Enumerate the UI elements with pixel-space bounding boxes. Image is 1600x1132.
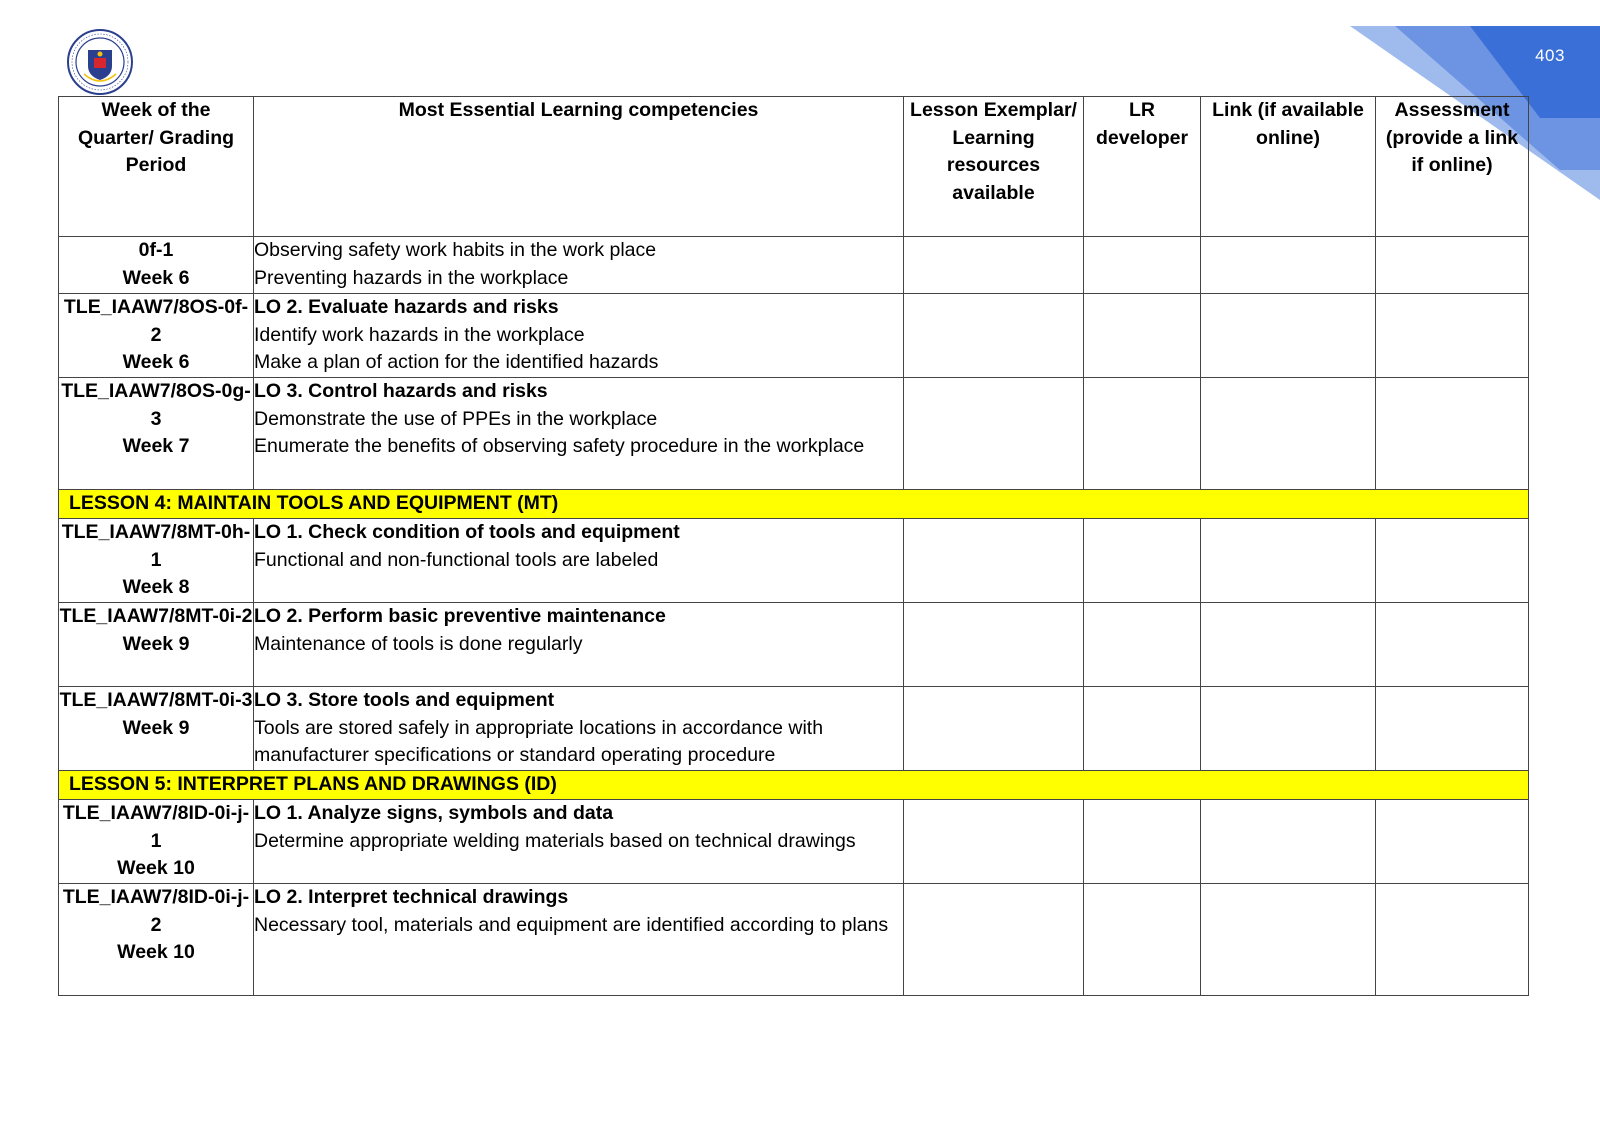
link-cell xyxy=(1201,603,1376,687)
lesson-exemplar-cell xyxy=(904,687,1084,771)
lo-title: LO 1. Analyze signs, symbols and data xyxy=(254,802,614,824)
lo-title: LO 3. Store tools and equipment xyxy=(254,689,555,711)
link-cell xyxy=(1201,237,1376,294)
lr-developer-cell xyxy=(1084,294,1201,378)
lesson-exemplar-cell xyxy=(904,800,1084,884)
lesson-exemplar-cell xyxy=(904,378,1084,490)
lesson-exemplar-cell xyxy=(904,884,1084,996)
table-row xyxy=(59,687,1529,771)
week-cell xyxy=(59,687,254,771)
competency-cell xyxy=(254,687,904,771)
competency-code: TLE_IAAW7/8MT-0i-2 xyxy=(59,605,253,627)
week-cell xyxy=(59,884,254,996)
week-label: Week 8 xyxy=(122,576,190,598)
learning-competencies-table xyxy=(58,96,1529,996)
lo-title: LO 3. Control hazards and risks xyxy=(254,380,548,402)
link-cell xyxy=(1201,519,1376,603)
lo-title: LO 2. Evaluate hazards and risks xyxy=(254,296,559,318)
week-label: Week 6 xyxy=(122,266,190,289)
header-link: Link (if available online) xyxy=(1201,97,1376,237)
lesson-row xyxy=(59,771,1529,800)
competency-item: Enumerate the benefits of observing safety procedure in the workplace xyxy=(254,435,865,457)
link-cell xyxy=(1201,378,1376,490)
competency-item: Necessary tool, materials and equipment are identified according to plans xyxy=(254,913,889,936)
week-cell xyxy=(59,519,254,603)
competency-code: TLE_IAAW7/8MT-0h-1 xyxy=(61,521,251,571)
lr-developer-cell xyxy=(1084,884,1201,996)
competency-cell xyxy=(254,884,904,996)
competency-item: Demonstrate the use of PPEs in the workplace xyxy=(254,407,658,430)
week-label: Week 10 xyxy=(117,941,195,963)
competency-code: TLE_IAAW7/8OS-0f-2 xyxy=(63,296,249,346)
competency-item: Identify work hazards in the workplace xyxy=(254,323,585,346)
competency-cell xyxy=(254,519,904,603)
lo-title: LO 2. Interpret technical drawings xyxy=(254,886,569,908)
competency-cell xyxy=(254,603,904,687)
assessment-cell xyxy=(1376,378,1529,490)
competency-item: Maintenance of tools is done regularly xyxy=(254,632,583,655)
lo-title: LO 2. Perform basic preventive maintenance xyxy=(254,605,666,627)
table-row xyxy=(59,294,1529,378)
table-row xyxy=(59,884,1529,996)
table-row xyxy=(59,378,1529,490)
link-cell xyxy=(1201,800,1376,884)
week-cell xyxy=(59,800,254,884)
header-row xyxy=(59,97,1529,237)
assessment-cell xyxy=(1376,519,1529,603)
assessment-cell xyxy=(1376,237,1529,294)
lesson-exemplar-cell xyxy=(904,294,1084,378)
competency-code: 0f-1 xyxy=(138,239,174,261)
lesson-exemplar-cell xyxy=(904,519,1084,603)
week-label: Week 6 xyxy=(122,351,190,373)
week-cell xyxy=(59,603,254,687)
lesson-exemplar-cell xyxy=(904,603,1084,687)
lesson-title: LESSON 4: MAINTAIN TOOLS AND EQUIPMENT (MT) xyxy=(59,490,1529,519)
link-cell xyxy=(1201,294,1376,378)
lr-developer-cell xyxy=(1084,800,1201,884)
link-cell xyxy=(1201,884,1376,996)
competency-cell xyxy=(254,378,904,490)
week-label: Week 9 xyxy=(122,716,190,739)
lesson-exemplar-cell xyxy=(904,237,1084,294)
table-row xyxy=(59,237,1529,294)
competency-code: TLE_IAAW7/8ID-0i-j-2 xyxy=(62,886,250,936)
header-competencies: Most Essential Learning competencies xyxy=(254,97,904,237)
lr-developer-cell xyxy=(1084,519,1201,603)
assessment-cell xyxy=(1376,800,1529,884)
assessment-cell xyxy=(1376,294,1529,378)
competency-code: TLE_IAAW7/8OS-0g-3 xyxy=(61,380,251,430)
lr-developer-cell xyxy=(1084,687,1201,771)
lesson-title: LESSON 5: INTERPRET PLANS AND DRAWINGS (ID) xyxy=(59,771,1529,800)
assessment-cell xyxy=(1376,884,1529,996)
link-cell xyxy=(1201,687,1376,771)
lo-title: LO 1. Check condition of tools and equipment xyxy=(254,521,680,543)
competency-item: Tools are stored safely in appropriate locations in accordance with manufacturer specifications or standard operating procedure xyxy=(254,716,824,766)
competency-code: TLE_IAAW7/8MT-0i-3 xyxy=(59,689,253,711)
week-label: Week 7 xyxy=(122,435,190,457)
assessment-cell xyxy=(1376,603,1529,687)
lr-developer-cell xyxy=(1084,378,1201,490)
deped-seal-icon xyxy=(66,28,134,96)
table-row xyxy=(59,519,1529,603)
competency-cell xyxy=(254,800,904,884)
header-week: Week of the Quarter/ Grading Period xyxy=(59,97,254,237)
week-cell xyxy=(59,378,254,490)
competency-item: Preventing hazards in the workplace xyxy=(254,266,569,289)
competency-cell xyxy=(254,294,904,378)
week-label: Week 9 xyxy=(122,632,190,655)
week-cell xyxy=(59,237,254,294)
competency-item: Functional and non-functional tools are labeled xyxy=(254,548,659,571)
header-lesson-exemplar: Lesson Exemplar/ Learning resources available xyxy=(904,97,1084,237)
lr-developer-cell xyxy=(1084,603,1201,687)
competency-item: Make a plan of action for the identified hazards xyxy=(254,351,659,373)
lr-developer-cell xyxy=(1084,237,1201,294)
competency-item: Determine appropriate welding materials based on technical drawings xyxy=(254,829,856,852)
header-lr-developer: LR developer xyxy=(1084,97,1201,237)
assessment-cell xyxy=(1376,687,1529,771)
table-row xyxy=(59,603,1529,687)
table-row xyxy=(59,800,1529,884)
week-label: Week 10 xyxy=(117,857,195,879)
competency-cell xyxy=(254,237,904,294)
page-number: 403 xyxy=(1535,46,1565,65)
week-cell xyxy=(59,294,254,378)
lesson-row xyxy=(59,490,1529,519)
competency-code: TLE_IAAW7/8ID-0i-j-1 xyxy=(62,802,250,852)
header-assessment: Assessment (provide a link if online) xyxy=(1376,97,1529,237)
competency-item: Observing safety work habits in the work place xyxy=(254,239,657,261)
